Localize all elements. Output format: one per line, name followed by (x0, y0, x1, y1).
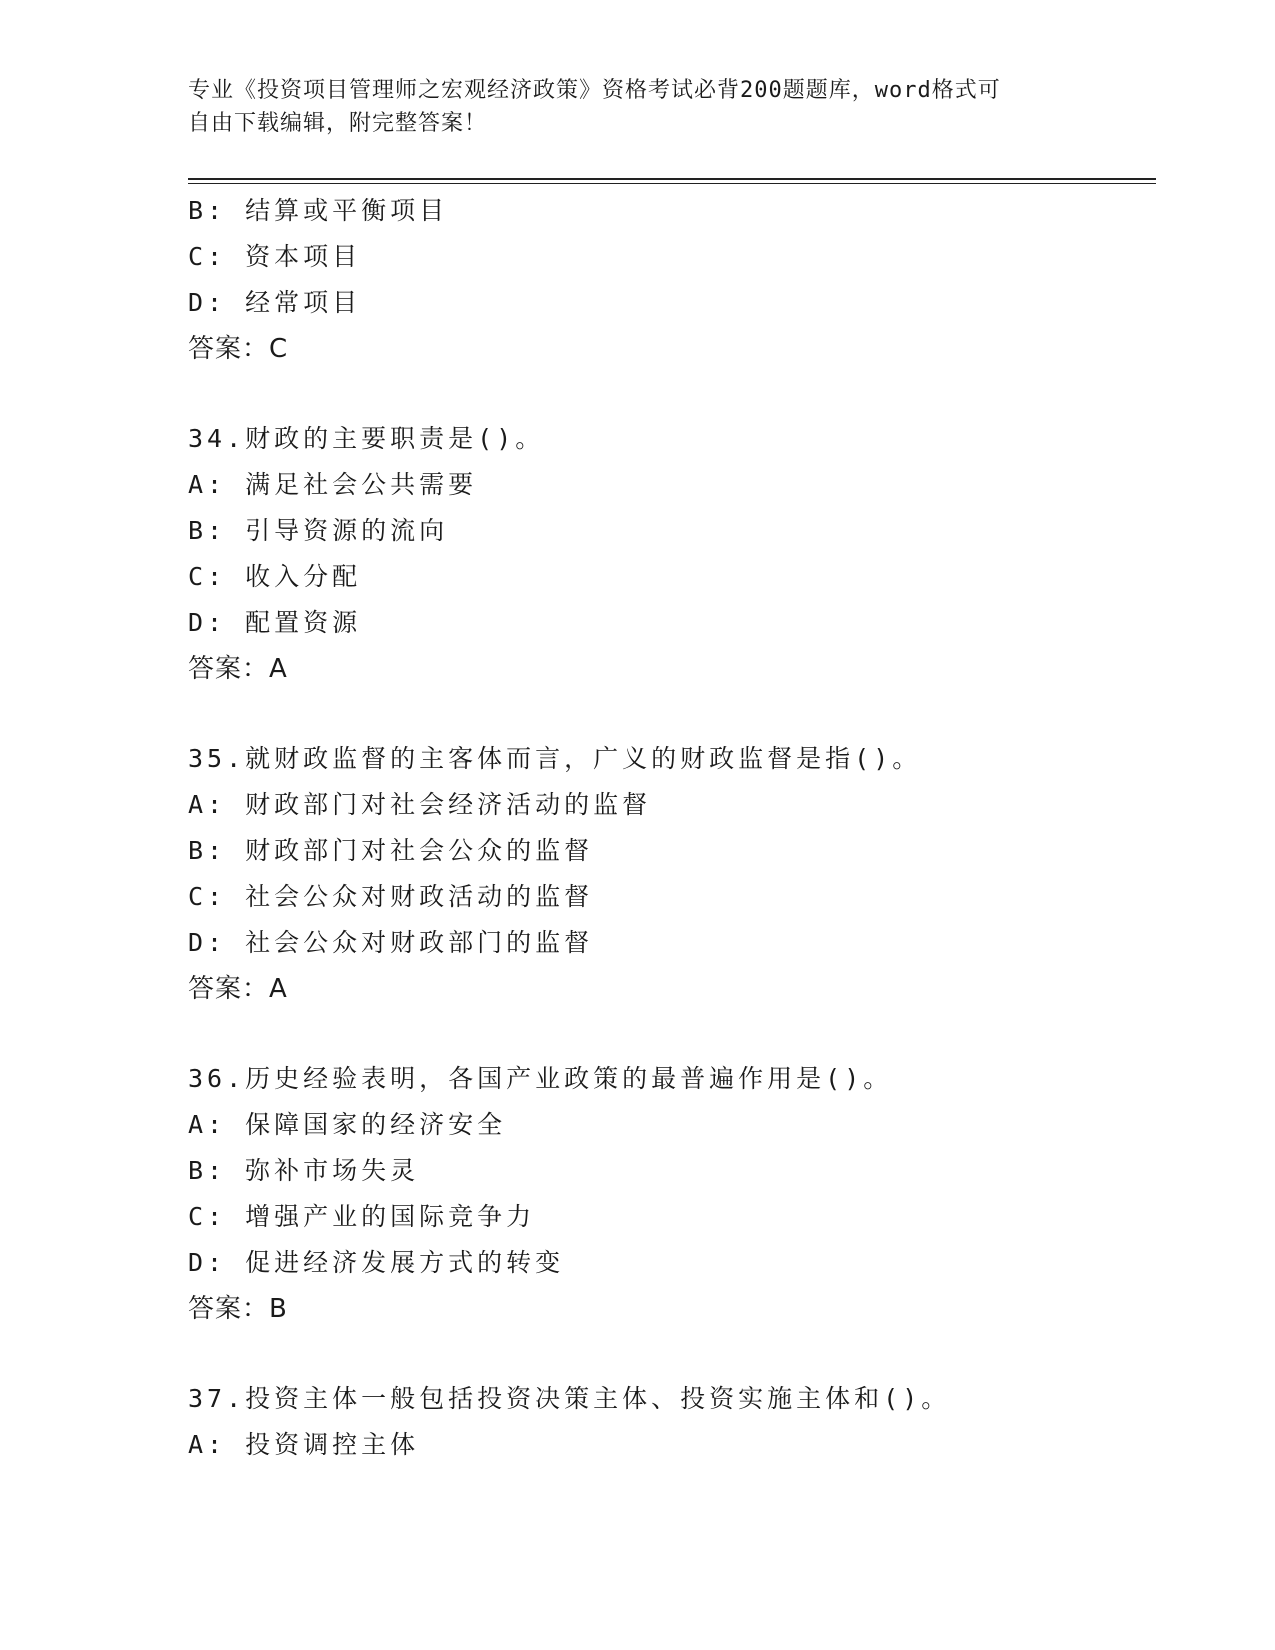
option-b: B: 财政部门对社会公众的监督 (188, 836, 594, 865)
header-line-2: 自由下载编辑，附完整答案！ (188, 111, 488, 136)
document-header (188, 74, 1068, 140)
option-a: A: 满足社会公共需要 (188, 470, 478, 499)
answer-line: 答案：A (188, 974, 288, 1004)
question-stem: 36.历史经验表明，各国产业政策的最普遍作用是()。 (188, 1064, 893, 1093)
option-d: D: 配置资源 (188, 608, 362, 637)
question-block-partial (188, 188, 1148, 372)
question-spacer (188, 372, 1148, 416)
question-stem: 34.财政的主要职责是()。 (188, 424, 545, 453)
option-c: C: 收入分配 (188, 562, 362, 591)
question-stem: 37.投资主体一般包括投资决策主体、投资实施主体和()。 (188, 1384, 951, 1413)
question-block-35 (188, 736, 1148, 1012)
answer-line: 答案：A (188, 654, 288, 684)
header-divider-thin (188, 183, 1156, 184)
answer-line: 答案：C (188, 334, 289, 364)
option-d: D: 经常项目 (188, 288, 362, 317)
option-b: B: 弥补市场失灵 (188, 1156, 420, 1185)
option-a: A: 财政部门对社会经济活动的监督 (188, 790, 652, 819)
header-divider-thick (188, 178, 1156, 180)
question-block-34 (188, 416, 1148, 692)
option-d: D: 促进经济发展方式的转变 (188, 1248, 565, 1277)
question-stem: 35.就财政监督的主客体而言，广义的财政监督是指()。 (188, 744, 922, 773)
option-b: B: 结算或平衡项目 (188, 196, 449, 225)
option-a: A: 投资调控主体 (188, 1430, 420, 1459)
question-block-36 (188, 1056, 1148, 1332)
option-b: B: 引导资源的流向 (188, 516, 449, 545)
option-a: A: 保障国家的经济安全 (188, 1110, 507, 1139)
header-line-1: 专业《投资项目管理师之宏观经济政策》资格考试必背200题题库，word格式可 (188, 78, 1001, 103)
option-c: C: 增强产业的国际竞争力 (188, 1202, 536, 1231)
option-c: C: 社会公众对财政活动的监督 (188, 882, 594, 911)
question-spacer (188, 1332, 1148, 1376)
question-block-37 (188, 1376, 1148, 1468)
option-c: C: 资本项目 (188, 242, 362, 271)
question-spacer (188, 1012, 1148, 1056)
option-d: D: 社会公众对财政部门的监督 (188, 928, 594, 957)
answer-line: 答案：B (188, 1294, 288, 1324)
question-spacer (188, 692, 1148, 736)
question-list (188, 188, 1148, 1468)
